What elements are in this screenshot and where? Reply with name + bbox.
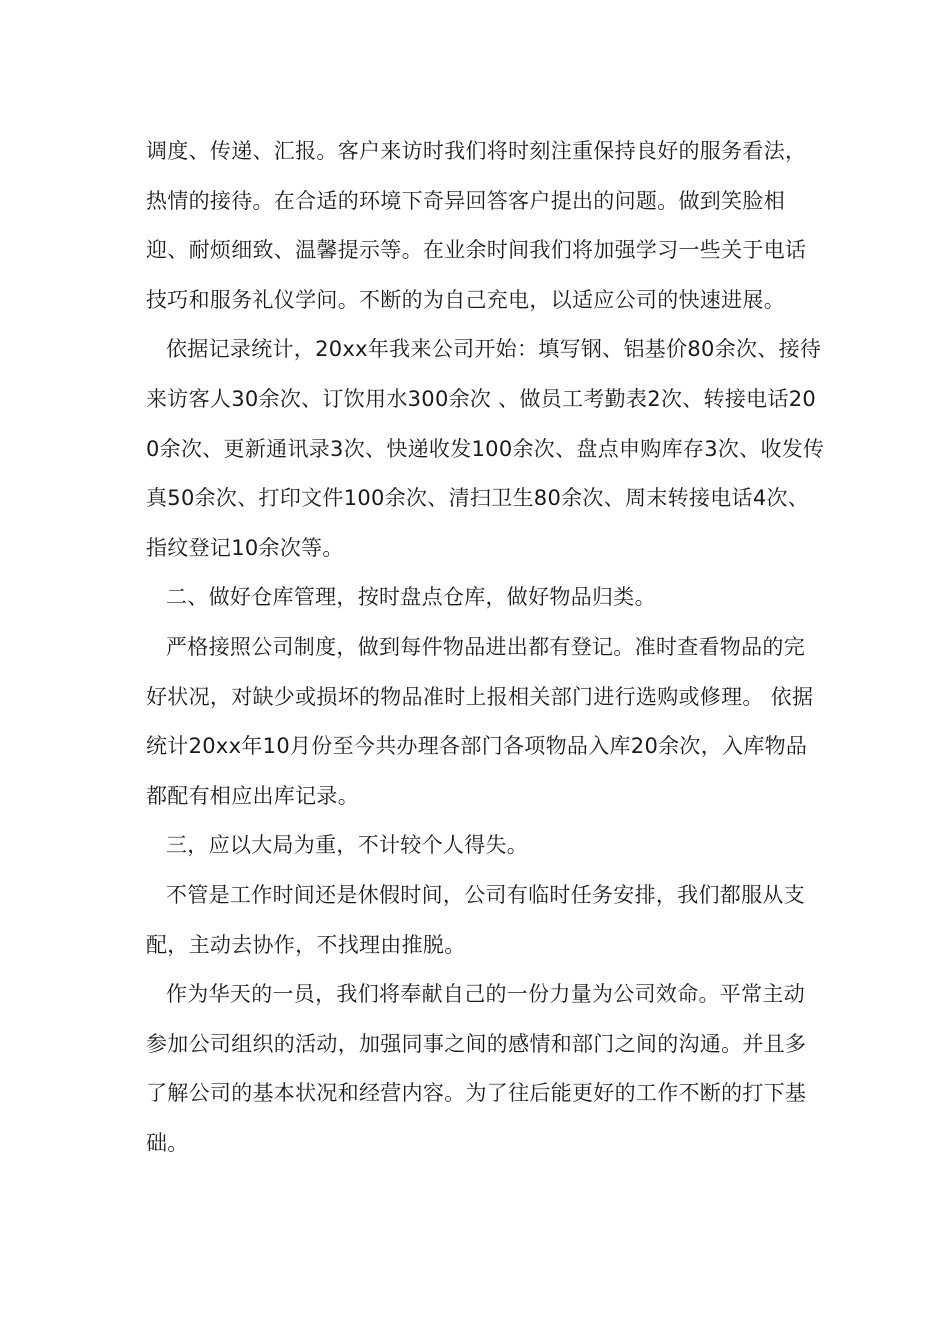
document-body — [146, 127, 826, 1168]
paragraph-statistics: 依据记录统计，20xx年我来公司开始：填写钢、铝基价80余次、接待来访客人30余次、订饮用水300余次 、做员工考勤表2次、转接电话200余次、更新通讯录3次、快递收发100余次、盘点申购库存3次、收发传真50余次、打印文件100余次、清扫卫生80余次、周末转接电话4次、指纹登记10余次等。 — [146, 337, 825, 560]
section-heading-overall: 三，应以大局为重，不计较个人得失。 — [166, 833, 529, 858]
paragraph-contribution: 作为华天的一员，我们将奉献自己的一份力量为公司效命。平常主动参加公司组织的活动，加强同事之间的感情和部门之间的沟通。并且多了解公司的基本状况和经营内容。为了往后能更好的工作不断的打下基础。 — [146, 982, 807, 1155]
paragraph-cooperation: 不管是工作时间还是休假时间，公司有临时任务安排，我们都服从支配，主动去协作，不找理由推脱。 — [146, 882, 805, 957]
section-heading-warehouse: 二、做好仓库管理，按时盘点仓库，做好物品归类。 — [166, 585, 656, 610]
paragraph-service-duties: 调度、传递、汇报。客户来访时我们将时刻注重保持良好的服务看法，热情的接待。在合适的环境下奇异回答客户提出的问题。做到笑脸相迎、耐烦细致、温馨提示等。在业余时间我们将加强学习一些关于电话技巧和服务礼仪学问。不断的为自己充电，以适应公司的快速进展。 — [146, 139, 807, 312]
paragraph-warehouse: 严格接照公司制度，做到每件物品进出都有登记。准时查看物品的完好状况，对缺少或损坏的物品准时上报相关部门进行选购或修理。 依据统计20xx年10月份至今共办理各部门各项物品入库20余次，入库物品都配有相应出库记录。 — [146, 634, 814, 808]
